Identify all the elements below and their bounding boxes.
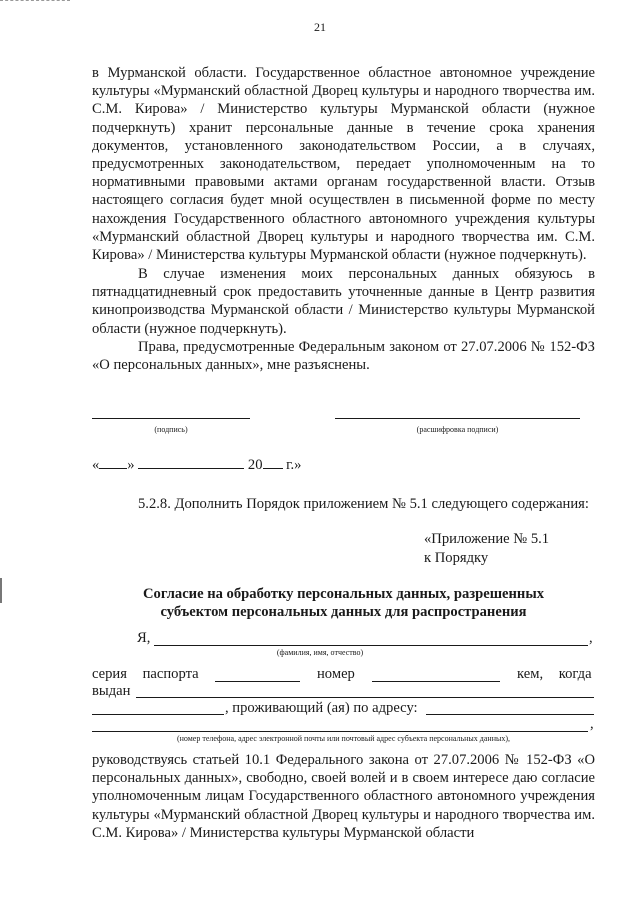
contact-comma: , (590, 716, 594, 732)
passport-number-line[interactable] (372, 681, 500, 682)
consent-body: руководствуясь статьей 10.1 Федерального закона от 27.07.2006 № 152-ФЗ «О персональных данных», свободно, своей волей и в своем интересе даю согласие уполномоченным лицам Государственного областного автономного учреждения культуры «Мурманский областной Дворец культуры и народного творчества им. С.М. Кирова» / Министерства культуры Мурманской области (92, 752, 595, 841)
date-suffix: г.» (286, 457, 302, 473)
date-year-prefix: 20 (247, 457, 263, 473)
amendment-text: 5.2.8. Дополнить Порядок приложением № 5.1 следующего содержания: (138, 496, 589, 512)
date-open-quote: « (92, 457, 100, 473)
scan-edge-mark (0, 0, 70, 3)
paragraph-storage-consent: в Мурманской области. Государственное областное автономное учреждение культуры «Мурманский областной Дворец культуры и народного творчества им. С.М. Кирова» / Министерство культуры Мурманской области (нужное подчеркнуть) хранит персональные данные в течение срока хранения документов, установленного законодательством России, а в случаях, предусмотренных законодательством, передает уполномоченным на то нормативными правовыми актами органам государственной власти. Отзыв настоящего согласия будет мной осуществлен в письменной форме по месту нахождения Государственного областного автономного учреждения культуры «Мурманский областной Дворец культуры и народного творчества им. С.М. Кирова» / Министерства культуры Мурманской области (нужное подчеркнуть). (92, 65, 595, 264)
passport-issued-by-label: кем, когда (517, 666, 592, 682)
date-month-blank (138, 456, 244, 469)
date-year-blank (263, 456, 283, 469)
date-day-blank (99, 456, 127, 469)
address-line[interactable] (426, 714, 594, 715)
form-title-line1: Согласие на обработку персональных данных, разрешенных (142, 586, 545, 602)
residing-label: , проживающий (ая) по адресу: (225, 700, 418, 716)
address-prefix-line[interactable] (92, 714, 224, 715)
form-title-line2: субъектом персональных данных для распространения (160, 604, 527, 620)
date-line (92, 456, 301, 474)
paragraph-rights: Права, предусмотренные Федеральным законом от 27.07.2006 № 152-ФЗ «О персональных данных», мне разъяснены. (92, 339, 595, 374)
paragraph-data-change: В случае изменения моих персональных данных обязуюсь в пятнадцатидневный срок предоставить уточненные данные в Центр развития кинопроизводства Мурманской области / Министерство культуры Мурманской области (нужное подчеркнуть). (92, 266, 595, 337)
passport-number-label: номер (317, 666, 355, 682)
date-close-quote: » (127, 457, 135, 473)
contact-line[interactable] (92, 731, 588, 732)
i-label: Я, (137, 630, 151, 646)
passport-series-line[interactable] (215, 681, 300, 682)
signature-line (92, 418, 250, 419)
annex-title: «Приложение № 5.1 (424, 531, 550, 547)
issued-label: выдан (92, 683, 131, 699)
signature-decode-caption: (расшифровка подписи) (416, 425, 499, 434)
page-number: 21 (314, 20, 326, 34)
fio-line[interactable] (154, 645, 588, 646)
contact-caption: (номер телефона, адрес электронной почты или почтовый адрес субъекта персональных данных), (176, 734, 511, 743)
fio-comma: , (589, 630, 593, 646)
scan-margin-mark (0, 578, 2, 603)
signature-decode-line (335, 418, 580, 419)
issued-line[interactable] (136, 697, 594, 698)
passport-series-label: серия паспорта (92, 666, 199, 682)
annex-ref: к Порядку (424, 550, 489, 566)
fio-caption: (фамилия, имя, отчество) (276, 648, 364, 657)
signature-caption: (подпись) (154, 425, 188, 434)
